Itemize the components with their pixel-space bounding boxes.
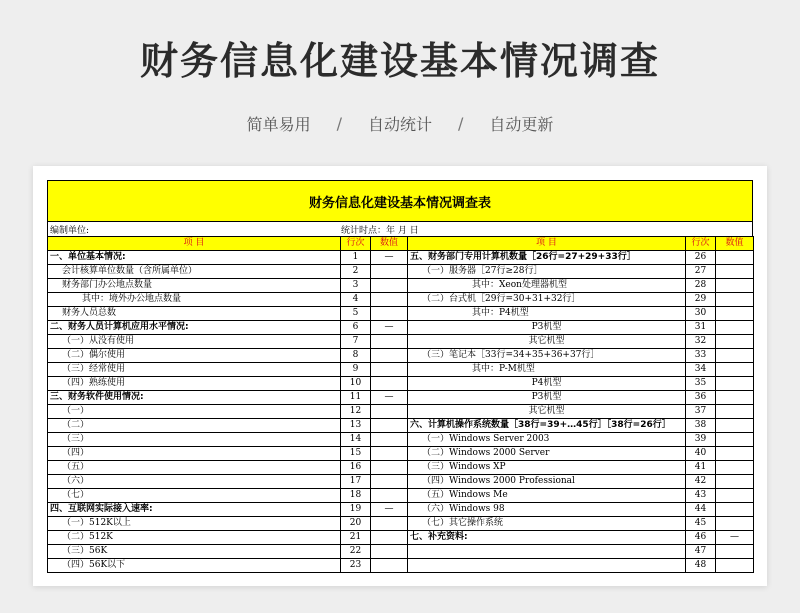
row-number-left: 22 [341, 545, 371, 559]
item-cell-right: 七、补充资料: [408, 531, 686, 545]
item-cell-left: （四） [48, 447, 341, 461]
value-cell-right[interactable] [716, 363, 754, 377]
spreadsheet-card [33, 166, 767, 586]
row-number-left: 20 [341, 517, 371, 531]
item-cell-right: 五、财务部门专用计算机数量［26行=27+29+33行］ [408, 251, 686, 265]
row-number-right: 29 [686, 293, 716, 307]
unit-label: 编制单位: [50, 225, 90, 236]
tagline-separator: / [336, 114, 342, 133]
row-number-left: 1 [341, 251, 371, 265]
tagline-separator: / [458, 114, 464, 133]
row-number-left: 21 [341, 531, 371, 545]
table-row [48, 461, 754, 475]
survey-sheet [47, 180, 753, 573]
row-number-right: 33 [686, 349, 716, 363]
table-row [48, 377, 754, 391]
row-number-left: 12 [341, 405, 371, 419]
header-row-no: 行次 [341, 237, 371, 251]
row-number-left: 10 [341, 377, 371, 391]
item-cell-left: 二、财务人员计算机应用水平情况: [48, 321, 341, 335]
item-cell-left: （四）熟练使用 [48, 377, 341, 391]
row-number-left: 15 [341, 447, 371, 461]
row-number-right: 34 [686, 363, 716, 377]
item-cell-left: 财务部门办公地点数量 [48, 279, 341, 293]
table-row [48, 335, 754, 349]
item-cell-left: （三） [48, 433, 341, 447]
value-cell-left[interactable] [371, 433, 408, 447]
value-cell-right[interactable] [716, 405, 754, 419]
table-row [48, 433, 754, 447]
table-row [48, 503, 754, 517]
sheet-title: 财务信息化建设基本情况调查表 [47, 180, 753, 222]
value-cell-right[interactable] [716, 475, 754, 489]
value-cell-left[interactable] [371, 293, 408, 307]
value-cell-right[interactable] [716, 545, 754, 559]
item-cell-right [408, 545, 686, 559]
item-cell-right: （一）Windows Server 2003 [408, 433, 686, 447]
item-cell-right: 其中：Xeon处理器机型 [408, 279, 686, 293]
value-cell-right[interactable] [716, 293, 754, 307]
item-cell-left: （七） [48, 489, 341, 503]
row-number-right: 36 [686, 391, 716, 405]
row-number-right: 32 [686, 335, 716, 349]
value-cell-right[interactable] [716, 489, 754, 503]
row-number-right: 28 [686, 279, 716, 293]
table-row [48, 307, 754, 321]
row-number-right: 27 [686, 265, 716, 279]
table-header-row [48, 237, 754, 251]
value-cell-right[interactable]: — [716, 531, 754, 545]
value-cell-right[interactable] [716, 433, 754, 447]
item-cell-left: 会计核算单位数量（含所属单位） [48, 265, 341, 279]
item-cell-right: （二）Windows 2000 Server [408, 447, 686, 461]
value-cell-left[interactable] [371, 461, 408, 475]
item-cell-right: （三）笔记本［33行=34+35+36+37行］ [408, 349, 686, 363]
item-cell-left: （六） [48, 475, 341, 489]
value-cell-right[interactable] [716, 265, 754, 279]
item-cell-right [408, 559, 686, 573]
table-row [48, 559, 754, 573]
table-row [48, 517, 754, 531]
value-cell-left[interactable] [371, 335, 408, 349]
value-cell-left[interactable] [371, 349, 408, 363]
value-cell-left[interactable]: — [371, 251, 408, 265]
table-row [48, 447, 754, 461]
value-cell-left[interactable] [371, 419, 408, 433]
tagline-item: 自动更新 [489, 115, 554, 134]
table-row [48, 419, 754, 433]
item-cell-left: （三）56K [48, 545, 341, 559]
value-cell-right[interactable] [716, 559, 754, 573]
item-cell-left: （四）56K以下 [48, 559, 341, 573]
item-cell-right: （七）其它操作系统 [408, 517, 686, 531]
tagline-item: 自动统计 [367, 115, 432, 134]
value-cell-left[interactable] [371, 265, 408, 279]
table-row [48, 391, 754, 405]
item-cell-left: （三）经常使用 [48, 363, 341, 377]
value-cell-right[interactable] [716, 251, 754, 265]
row-number-left: 8 [341, 349, 371, 363]
item-cell-right: （六）Windows 98 [408, 503, 686, 517]
row-number-right: 40 [686, 447, 716, 461]
value-cell-right[interactable] [716, 307, 754, 321]
item-cell-left: 一、单位基本情况: [48, 251, 341, 265]
table-row [48, 279, 754, 293]
row-number-left: 3 [341, 279, 371, 293]
value-cell-left[interactable] [371, 545, 408, 559]
item-cell-right: （三）Windows XP [408, 461, 686, 475]
row-number-left: 4 [341, 293, 371, 307]
row-number-left: 6 [341, 321, 371, 335]
page-title: 财务信息化建设基本情况调查 [139, 39, 660, 83]
header-item: 项 目 [408, 237, 686, 251]
item-cell-right: P4机型 [408, 377, 686, 391]
table-row [48, 321, 754, 335]
row-number-right: 35 [686, 377, 716, 391]
header-item: 项 目 [48, 237, 341, 251]
item-cell-right: 其它机型 [408, 335, 686, 349]
row-number-left: 13 [341, 419, 371, 433]
item-cell-right: （五）Windows Me [408, 489, 686, 503]
value-cell-left[interactable] [371, 531, 408, 545]
row-number-right: 48 [686, 559, 716, 573]
row-number-left: 18 [341, 489, 371, 503]
item-cell-left: （二）512K [48, 531, 341, 545]
value-cell-right[interactable] [716, 461, 754, 475]
value-cell-right[interactable] [716, 377, 754, 391]
value-cell-left[interactable] [371, 475, 408, 489]
tagline [0, 112, 800, 135]
table-row [48, 489, 754, 503]
value-cell-right[interactable] [716, 503, 754, 517]
value-cell-left[interactable]: — [371, 503, 408, 517]
table-row [48, 531, 754, 545]
value-cell-right[interactable] [716, 447, 754, 461]
value-cell-left[interactable] [371, 377, 408, 391]
value-cell-left[interactable]: — [371, 321, 408, 335]
item-cell-right: 六、计算机操作系统数量［38行=39+…45行］［38行=26行］ [408, 419, 686, 433]
value-cell-left[interactable] [371, 363, 408, 377]
row-number-left: 2 [341, 265, 371, 279]
item-cell-left: （二）偶尔使用 [48, 349, 341, 363]
item-cell-right: 其中：P4机型 [408, 307, 686, 321]
item-cell-left: （一） [48, 405, 341, 419]
row-number-left: 19 [341, 503, 371, 517]
value-cell-right[interactable] [716, 391, 754, 405]
value-cell-right[interactable] [716, 517, 754, 531]
row-number-left: 16 [341, 461, 371, 475]
value-cell-right[interactable] [716, 419, 754, 433]
table-row [48, 349, 754, 363]
table-row [48, 405, 754, 419]
value-cell-left[interactable] [371, 307, 408, 321]
row-number-right: 39 [686, 433, 716, 447]
header-value: 数值 [371, 237, 408, 251]
row-number-right: 38 [686, 419, 716, 433]
item-cell-left: 其中：境外办公地点数量 [48, 293, 341, 307]
row-number-left: 14 [341, 433, 371, 447]
value-cell-right[interactable] [716, 321, 754, 335]
row-number-right: 46 [686, 531, 716, 545]
item-cell-left: 财务人员总数 [48, 307, 341, 321]
row-number-left: 23 [341, 559, 371, 573]
value-cell-right[interactable] [716, 335, 754, 349]
item-cell-left: （五） [48, 461, 341, 475]
value-cell-left[interactable] [371, 559, 408, 573]
row-number-right: 37 [686, 405, 716, 419]
row-number-right: 45 [686, 517, 716, 531]
item-cell-left: （二） [48, 419, 341, 433]
value-cell-left[interactable]: — [371, 391, 408, 405]
table-row [48, 293, 754, 307]
row-number-left: 5 [341, 307, 371, 321]
row-number-left: 7 [341, 335, 371, 349]
sheet-meta-row [47, 222, 753, 236]
survey-table [47, 236, 754, 573]
item-cell-right: （一）服务器［27行≥28行］ [408, 265, 686, 279]
row-number-left: 9 [341, 363, 371, 377]
time-label: 统计时点：年 月 日 [341, 225, 419, 236]
tagline-item: 简单易用 [246, 115, 311, 134]
item-cell-right: 其它机型 [408, 405, 686, 419]
row-number-right: 41 [686, 461, 716, 475]
value-cell-right[interactable] [716, 349, 754, 363]
value-cell-left[interactable] [371, 405, 408, 419]
value-cell-left[interactable] [371, 279, 408, 293]
row-number-right: 44 [686, 503, 716, 517]
row-number-left: 17 [341, 475, 371, 489]
item-cell-left: 三、财务软件使用情况: [48, 391, 341, 405]
item-cell-right: （四）Windows 2000 Professional [408, 475, 686, 489]
header-value: 数值 [716, 237, 754, 251]
item-cell-left: （一）512K以上 [48, 517, 341, 531]
item-cell-left: （一）从没有使用 [48, 335, 341, 349]
row-number-left: 11 [341, 391, 371, 405]
table-row [48, 545, 754, 559]
item-cell-right: P3机型 [408, 391, 686, 405]
value-cell-left[interactable] [371, 517, 408, 531]
row-number-right: 31 [686, 321, 716, 335]
row-number-right: 26 [686, 251, 716, 265]
item-cell-right: 其中：P-M机型 [408, 363, 686, 377]
header-row-no: 行次 [686, 237, 716, 251]
item-cell-right: （二）台式机［29行=30+31+32行］ [408, 293, 686, 307]
row-number-right: 42 [686, 475, 716, 489]
table-row [48, 475, 754, 489]
item-cell-left: 四、互联网实际接入速率: [48, 503, 341, 517]
table-row [48, 265, 754, 279]
value-cell-right[interactable] [716, 279, 754, 293]
row-number-right: 30 [686, 307, 716, 321]
row-number-right: 47 [686, 545, 716, 559]
row-number-right: 43 [686, 489, 716, 503]
value-cell-left[interactable] [371, 447, 408, 461]
value-cell-left[interactable] [371, 489, 408, 503]
item-cell-right: P3机型 [408, 321, 686, 335]
table-row [48, 363, 754, 377]
table-row [48, 251, 754, 265]
